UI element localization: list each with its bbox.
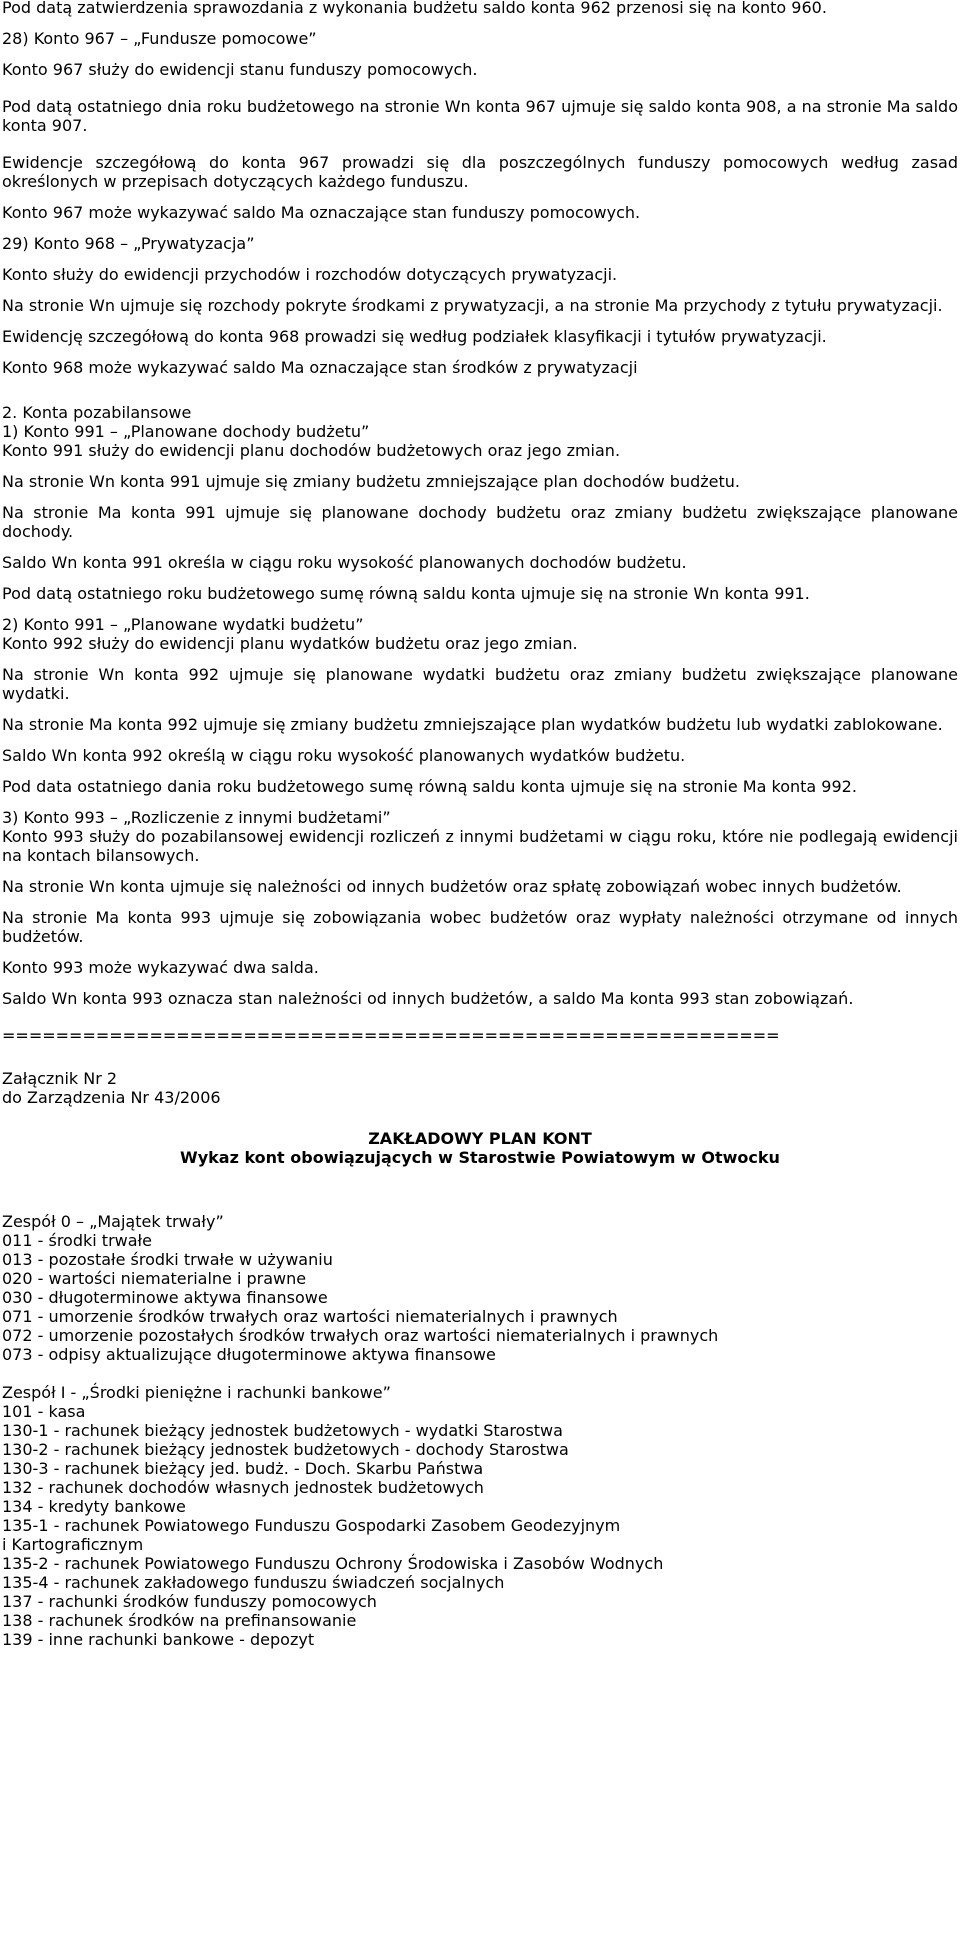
account-heading-968: 29) Konto 968 – „Prywatyzacja” <box>2 234 255 253</box>
list-item: 130-3 - rachunek bieżący jed. budż. - Doch. Skarbu Państwa <box>2 1459 484 1478</box>
list-item: 135-4 - rachunek zakładowego funduszu świadczeń socjalnych <box>2 1573 505 1592</box>
list-item: 137 - rachunki środków funduszy pomocowych <box>2 1592 377 1611</box>
list-item: 134 - kredyty bankowe <box>2 1497 186 1516</box>
list-item: 139 - inne rachunki bankowe - depozyt <box>2 1630 315 1649</box>
list-item: 130-2 - rachunek bieżący jednostek budżetowych - dochody Starostwa <box>2 1440 569 1459</box>
paragraph: Pod datą ostatniego dnia roku budżetowego na stronie Wn konta 967 ujmuje się saldo konta 908, a na stronie Ma saldo konta 907. <box>2 97 958 135</box>
plan-subtitle: Wykaz kont obowiązujących w Starostwie Powiatowym w Otwocku <box>180 1148 780 1167</box>
paragraph: Na stronie Wn konta 992 ujmuje się planowane wydatki budżetu oraz zmiany budżetu zwiększające planowane wydatki. <box>2 665 958 703</box>
paragraph: Pod data ostatniego dania roku budżetowego sumę równą saldu konta ujmuje się na stronie Ma konta 992. <box>2 777 857 796</box>
annex-reference: do Zarządzenia Nr 43/2006 <box>2 1088 221 1107</box>
paragraph: Ewidencję szczegółową do konta 968 prowadzi się według podziałek klasyfikacji i tytułów prywatyzacji. <box>2 327 827 346</box>
group-1-list <box>2 1383 958 1649</box>
list-item: 072 - umorzenie pozostałych środków trwałych oraz wartości niematerialnych i prawnych <box>2 1326 719 1345</box>
group-title: Zespół 0 – „Majątek trwały” <box>2 1212 224 1231</box>
paragraph: Ewidencje szczegółową do konta 967 prowadzi się dla poszczególnych funduszy pomocowych według zasad określonych w przepisach dotyczących każdego funduszu. <box>2 153 958 191</box>
paragraph: Konto 991 służy do ewidencji planu dochodów budżetowych oraz jego zmian. <box>2 441 621 460</box>
account-heading-992: 2) Konto 991 – „Planowane wydatki budżetu” <box>2 615 364 634</box>
group-title: Zespół I - „Środki pieniężne i rachunki bankowe” <box>2 1383 391 1402</box>
paragraph: Konto 967 może wykazywać saldo Ma oznaczające stan funduszy pomocowych. <box>2 203 641 222</box>
paragraph: Konto 967 służy do ewidencji stanu funduszy pomocowych. <box>2 60 478 79</box>
paragraph: Na stronie Wn ujmuje się rozchody pokryte środkami z prywatyzacji, a na stronie Ma przychody z tytułu prywatyzacji. <box>2 296 943 315</box>
paragraph: Na stronie Ma konta 993 ujmuje się zobowiązania wobec budżetów oraz wypłaty należności otrzymane od innych budżetów. <box>2 908 958 946</box>
section-off-balance-accounts <box>2 403 958 1008</box>
account-heading-993: 3) Konto 993 – „Rozliczenie z innymi budżetami” <box>2 808 391 827</box>
section-accounts-967-968 <box>2 0 958 377</box>
section-heading: 2. Konta pozabilansowe <box>2 403 192 422</box>
list-item: 101 - kasa <box>2 1402 86 1421</box>
list-item: 130-1 - rachunek bieżący jednostek budżetowych - wydatki Starostwa <box>2 1421 563 1440</box>
list-item: 132 - rachunek dochodów własnych jednostek budżetowych <box>2 1478 484 1497</box>
list-item: 135-2 - rachunek Powiatowego Funduszu Ochrony Środowiska i Zasobów Wodnych <box>2 1554 664 1573</box>
annex-header <box>2 1069 958 1167</box>
list-item: i Kartograficznym <box>2 1535 144 1554</box>
paragraph: Konto 993 może wykazywać dwa salda. <box>2 958 319 977</box>
account-heading-967: 28) Konto 967 – „Fundusze pomocowe” <box>2 29 317 48</box>
list-item: 030 - długoterminowe aktywa finansowe <box>2 1288 328 1307</box>
paragraph: Saldo Wn konta 993 oznacza stan należności od innych budżetów, a saldo Ma konta 993 stan zobowiązań. <box>2 989 854 1008</box>
list-item: 013 - pozostałe środki trwałe w używaniu <box>2 1250 333 1269</box>
paragraph: Konto 968 może wykazywać saldo Ma oznaczające stan środków z prywatyzacji <box>2 358 638 377</box>
list-item: 135-1 - rachunek Powiatowego Funduszu Gospodarki Zasobem Geodezyjnym <box>2 1516 621 1535</box>
paragraph: Na stronie Wn konta ujmuje się należności od innych budżetów oraz spłatę zobowiązań wobec innych budżetów. <box>2 877 902 896</box>
paragraph: Na stronie Ma konta 992 ujmuje się zmiany budżetu zmniejszające plan wydatków budżetu lub wydatki zablokowane. <box>2 715 943 734</box>
list-item: 073 - odpisy aktualizujące długoterminowe aktywa finansowe <box>2 1345 496 1364</box>
paragraph: Pod datą zatwierdzenia sprawozdania z wykonania budżetu saldo konta 962 przenosi się na konto 960. <box>2 0 827 17</box>
paragraph: Na stronie Ma konta 991 ujmuje się planowane dochody budżetu oraz zmiany budżetu zwiększające planowane dochody. <box>2 503 958 541</box>
paragraph: Saldo Wn konta 991 określa w ciągu roku wysokość planowanych dochodów budżetu. <box>2 553 687 572</box>
group-0-list <box>2 1212 958 1364</box>
paragraph: Konto 993 służy do pozabilansowej ewidencji rozliczeń z innymi budżetami w ciągu roku, które nie podlegają ewidencji na kontach bilansowych. <box>2 827 958 865</box>
separator-line: ========================================================== <box>2 1026 780 1045</box>
annex-label: Załącznik Nr 2 <box>2 1069 118 1088</box>
paragraph: Na stronie Wn konta 991 ujmuje się zmiany budżetu zmniejszające plan dochodów budżetu. <box>2 472 740 491</box>
list-item: 138 - rachunek środków na prefinansowanie <box>2 1611 357 1630</box>
account-heading-991: 1) Konto 991 – „Planowane dochody budżetu” <box>2 422 370 441</box>
paragraph: Konto służy do ewidencji przychodów i rozchodów dotyczących prywatyzacji. <box>2 265 618 284</box>
paragraph: Konto 992 służy do ewidencji planu wydatków budżetu oraz jego zmian. <box>2 634 578 653</box>
paragraph: Pod datą ostatniego roku budżetowego sumę równą saldu konta ujmuje się na stronie Wn konta 991. <box>2 584 810 603</box>
list-item: 011 - środki trwałe <box>2 1231 152 1250</box>
paragraph: Saldo Wn konta 992 określą w ciągu roku wysokość planowanych wydatków budżetu. <box>2 746 686 765</box>
list-item: 020 - wartości niematerialne i prawne <box>2 1269 307 1288</box>
plan-title: ZAKŁADOWY PLAN KONT <box>368 1129 592 1148</box>
list-item: 071 - umorzenie środków trwałych oraz wartości niematerialnych i prawnych <box>2 1307 618 1326</box>
